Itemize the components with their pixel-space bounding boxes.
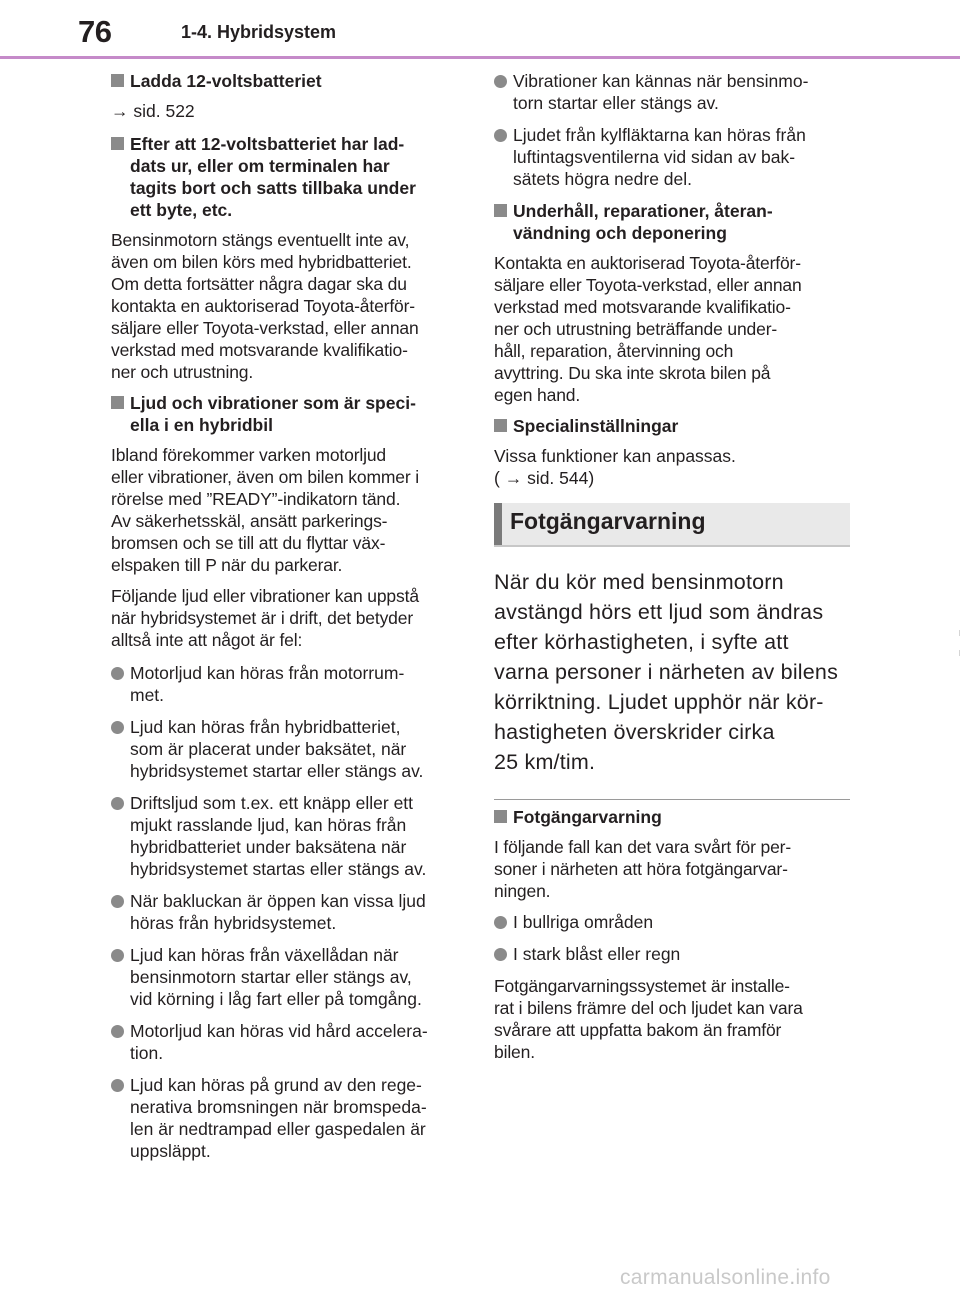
paragraph: I följande fall kan det vara svårt för per- soner i närheten att höra fotgängarvar- ningen. bbox=[494, 837, 792, 901]
paragraph: Ibland förekommer varken motorljud eller vibrationer, även om bilen kommer i rörelse med ”READY”-indikatorn tänd. Av säkerhetsskäl, ansätt parkerings- bromsen och se till att du flyttar väx- elspaken till P när du parkerar. bbox=[111, 445, 420, 575]
bullet-icon bbox=[111, 1025, 124, 1038]
paragraph: Kontakta en auktoriserad Toyota-återför- säljare eller Toyota-verkstad, eller annan verkstad med motsvarande kvalifikatio- ner och utrustning beträffande under- håll, reparation, återvinning och avyttring. Du ska inte skrota bilen på egen hand. bbox=[494, 253, 802, 405]
square-bullet-icon bbox=[494, 204, 507, 217]
bullet-icon bbox=[111, 1079, 124, 1092]
title-bar-accent bbox=[494, 503, 502, 545]
bullet-icon bbox=[494, 75, 507, 88]
square-bullet-icon bbox=[111, 396, 124, 409]
bullet-icon bbox=[494, 948, 507, 961]
page-reference[interactable]: ( → sid. 544) bbox=[494, 468, 595, 488]
bullet-icon bbox=[111, 949, 124, 962]
bullet-icon bbox=[494, 916, 507, 929]
header-divider bbox=[0, 56, 960, 59]
list-item: Ljudet från kylfläktarna kan höras från luftintagsventilerna vid sidan av bak- sätets högra nedre del. bbox=[494, 124, 850, 190]
list-item: När bakluckan är öppen kan vissa ljud höras från hybridsystemet. bbox=[111, 890, 467, 934]
bullet-icon bbox=[111, 721, 124, 734]
bullet-icon bbox=[494, 129, 507, 142]
square-bullet-icon bbox=[111, 137, 124, 150]
paragraph: Bensinmotorn stängs eventuellt inte av, även om bilen körs med hybridbatteriet. Om detta fortsätter några dagar ska du kontakta en auktoriserad Toyota-återför- säljare eller Toyota-verkstad, eller annan verkstad med motsvarande kvalifikatio- ner och utrustning. bbox=[111, 230, 419, 382]
watermark: carmanualsonline.info bbox=[620, 1266, 831, 1289]
paragraph: Vissa funktioner kan anpassas. ( → sid. 544) bbox=[494, 445, 850, 489]
section-title: 1-4. Hybridsystem bbox=[181, 22, 337, 42]
page-reference[interactable]: → sid. 522 bbox=[111, 101, 195, 121]
bullet-icon bbox=[111, 895, 124, 908]
intro-paragraph: När du kör med bensinmotorn avstängd hörs ett ljud som ändras efter körhastigheten, i syfte att varna personer i närheten av bilens körriktning. Ljudet upphör när kör- hastigheten överskrider cirka 25 km/tim. bbox=[494, 570, 839, 774]
list-item: I bullriga områden bbox=[494, 911, 850, 933]
list-item: Vibrationer kan kännas när bensinmo- torn startar eller stängs av. bbox=[494, 70, 850, 114]
square-bullet-icon bbox=[111, 74, 124, 87]
right-column bbox=[494, 70, 850, 1072]
list-item: Driftsljud som t.ex. ett knäpp eller ett mjukt rasslande ljud, kan höras från hybridbatteriet under baksätena när hybridsystemet startas eller stängs av. bbox=[111, 792, 467, 880]
page-number: 76 bbox=[78, 14, 112, 49]
heading-pedestrian-warning: Fotgängarvarning bbox=[494, 806, 850, 828]
paragraph: Följande ljud eller vibrationer kan uppstå när hybridsystemet är i drift, det betyder alltså inte att något är fel: bbox=[111, 586, 419, 650]
list-item: Motorljud kan höras vid hård accelera- tion. bbox=[111, 1020, 467, 1064]
heading-special-settings: Specialinställningar bbox=[494, 415, 850, 437]
paragraph: Fotgängarvarningssystemet är installe- rat i bilens främre del och ljudet kan vara svårare att uppfatta bakom än framför bilen. bbox=[494, 976, 803, 1062]
list-item: I stark blåst eller regn bbox=[494, 943, 850, 965]
square-bullet-icon bbox=[494, 810, 507, 823]
bullet-icon bbox=[111, 667, 124, 680]
arrow-right-icon: → bbox=[499, 468, 528, 488]
arrow-right-icon: → bbox=[111, 101, 129, 121]
divider bbox=[494, 799, 850, 800]
square-bullet-icon bbox=[494, 419, 507, 432]
list-item: Ljud kan höras från växellådan när bensinmotorn startar eller stängs av, vid körning i låg fart eller på tomgång. bbox=[111, 944, 467, 1010]
pedestrian-warning-section-title: Fotgängarvarning bbox=[494, 503, 850, 547]
left-column bbox=[111, 70, 467, 1172]
heading-sounds-vibrations: Ljud och vibrationer som är speci- ella i en hybridbil bbox=[111, 392, 467, 436]
heading-maintenance: Underhåll, reparationer, återan- vändning och deponering bbox=[494, 200, 850, 244]
page-header bbox=[0, 0, 960, 62]
heading-charge-battery: Ladda 12-voltsbatteriet bbox=[111, 70, 467, 92]
heading-after-battery-discharge: Efter att 12-voltsbatteriet har lad- dats ur, eller om terminalen har tagits bort och satts tillbaka under ett byte, etc. bbox=[111, 133, 467, 221]
bullet-icon bbox=[111, 797, 124, 810]
list-item: Ljud kan höras från hybridbatteriet, som är placerat under baksätet, när hybridsystemet startar eller stängs av. bbox=[111, 716, 467, 782]
list-item: Ljud kan höras på grund av den rege- nerativa bromsningen när bromspeda- len är nedtrampad eller gaspedalen är uppsläppt. bbox=[111, 1074, 467, 1162]
list-item: Motorljud kan höras från motorrum- met. bbox=[111, 662, 467, 706]
